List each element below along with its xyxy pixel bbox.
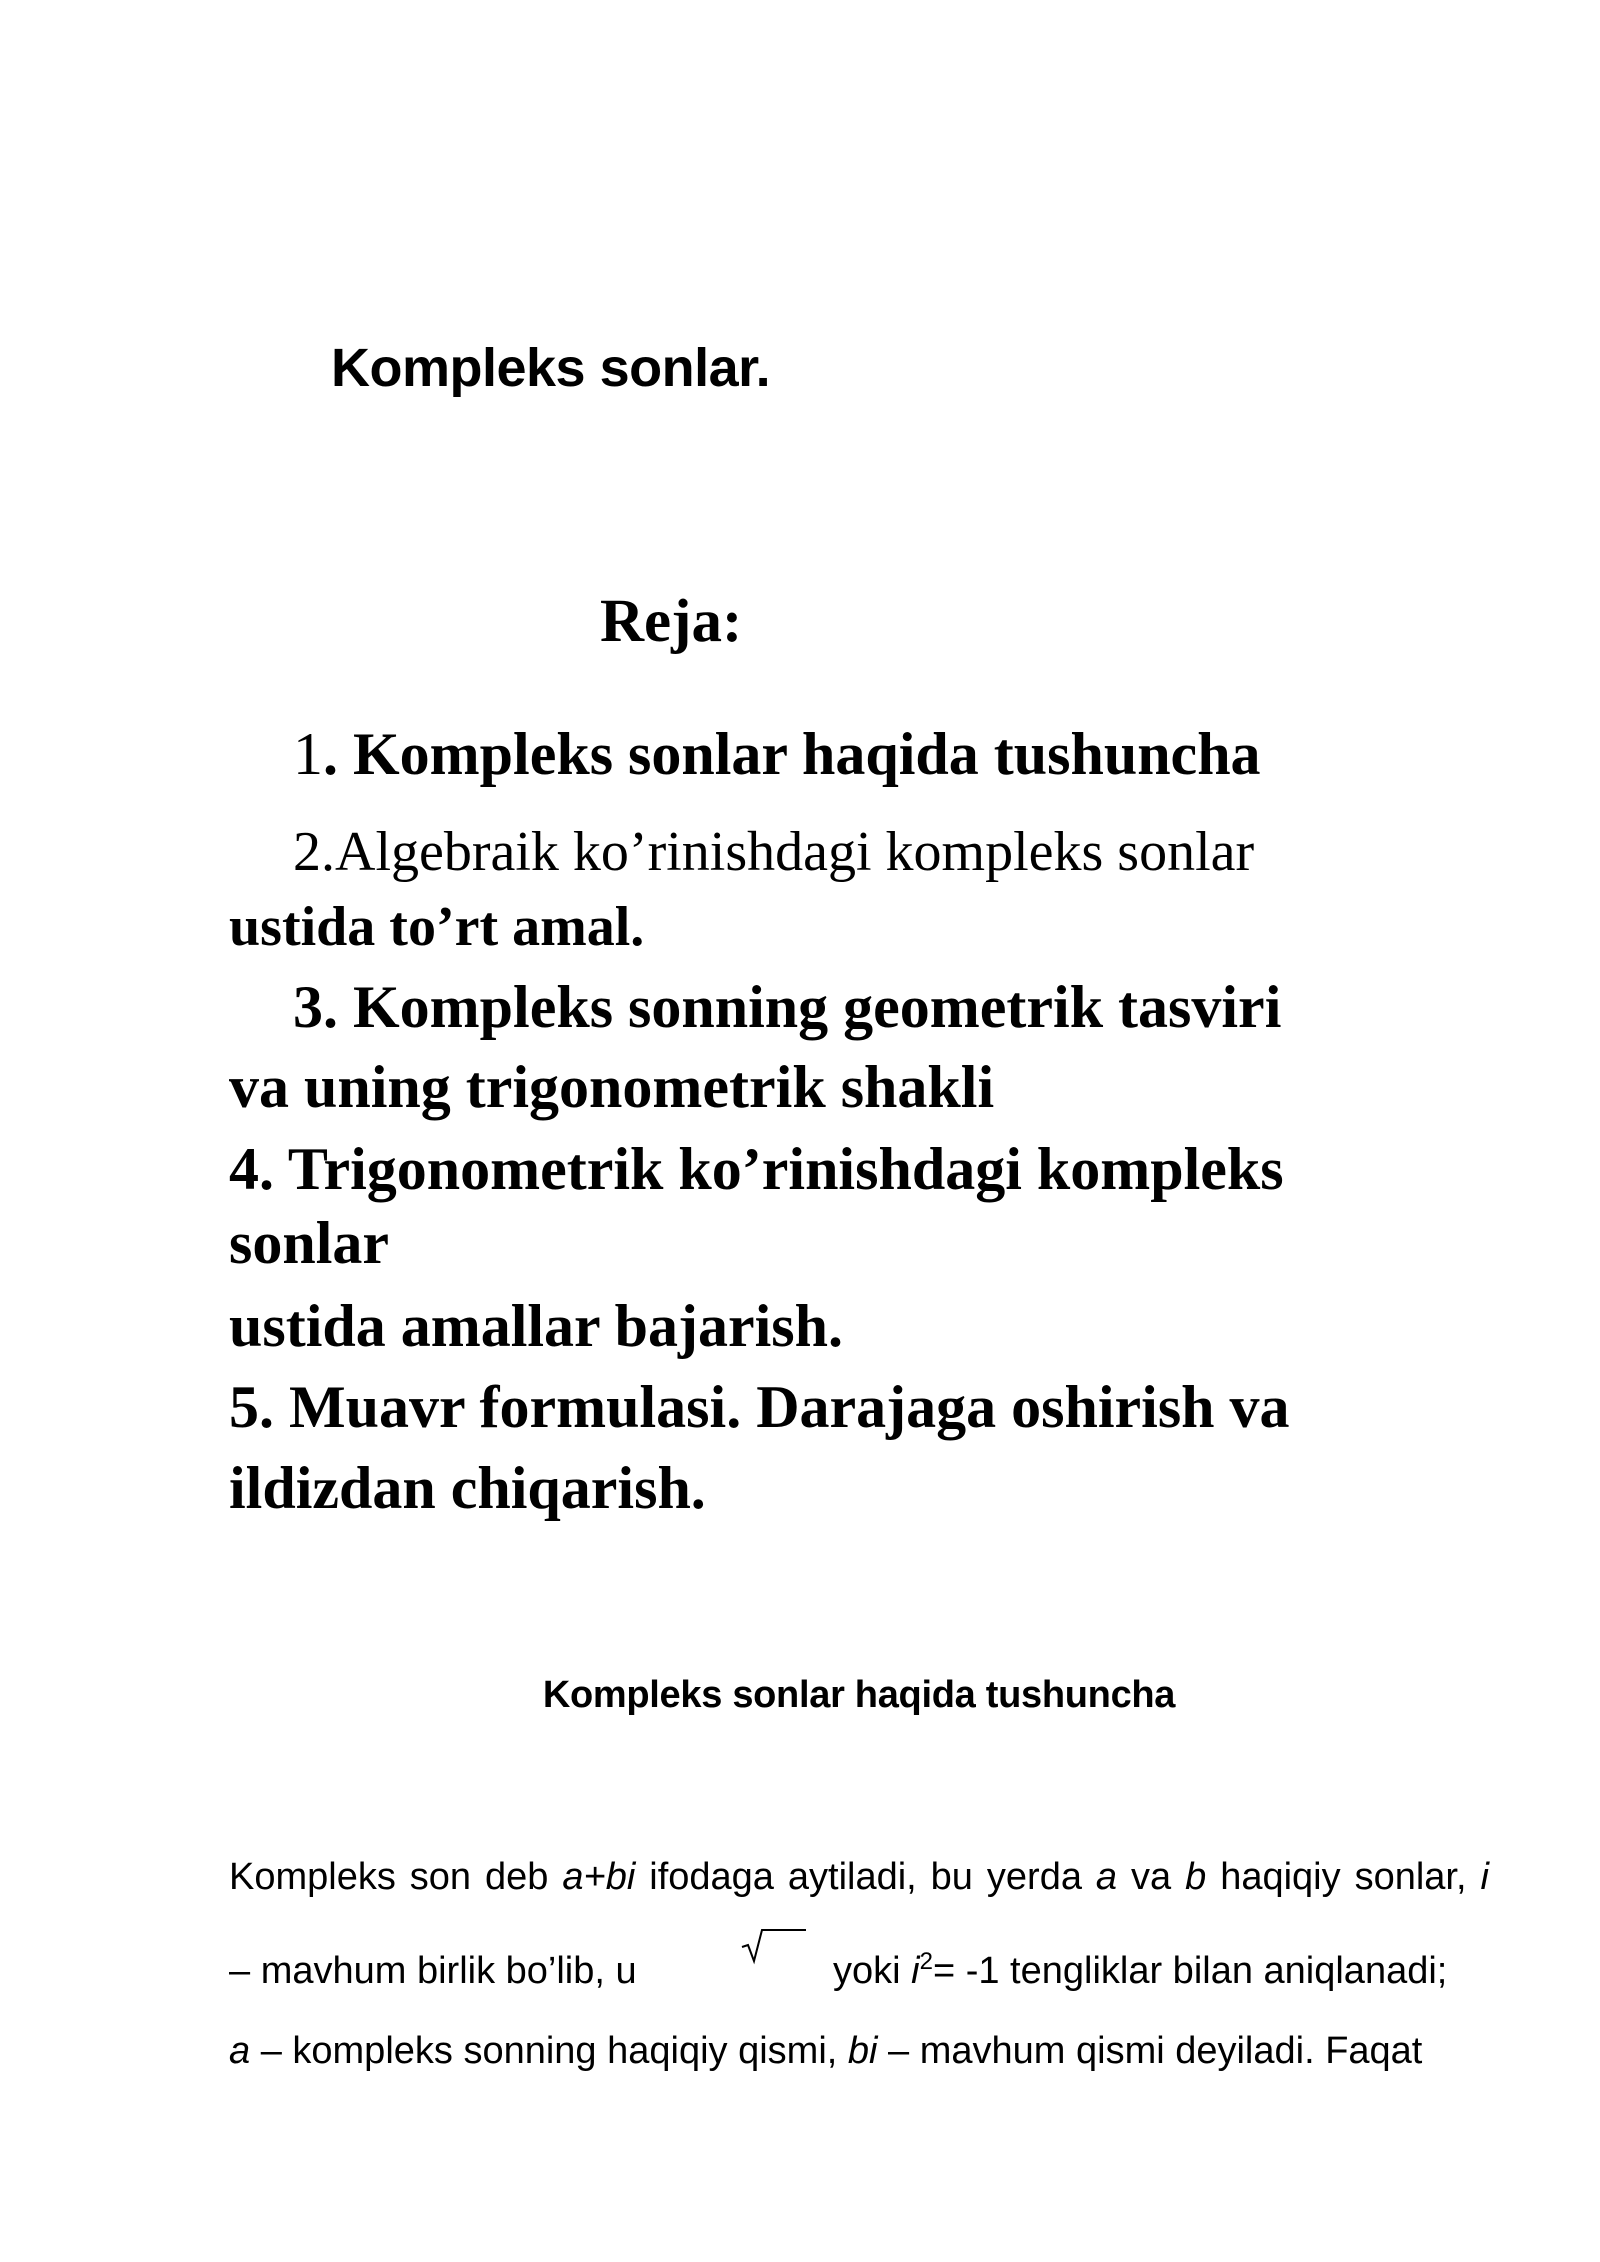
paragraph-word: va: [1131, 1856, 1172, 1898]
variable-a: a: [1095, 1856, 1118, 1898]
paragraph-text: – mavhum qismi deyiladi. Faqat: [888, 2030, 1423, 2072]
paragraph-word: aytiladi,: [787, 1856, 917, 1898]
plan-item-2-line-2: ustida to’rt amal.: [229, 896, 645, 958]
plan-item-2-line-1: [293, 821, 1255, 883]
paragraph-word: yoki: [833, 1950, 901, 1992]
paragraph-line-2-continuation: [833, 1948, 1489, 1992]
paragraph-line-3: [229, 2032, 1489, 2070]
variable-b: b: [1185, 1856, 1207, 1898]
exponent: 2: [919, 1948, 933, 1975]
formula-a-plus-bi: a+bi: [562, 1856, 636, 1898]
variable-a: a: [229, 2030, 251, 2072]
variable-i: i: [911, 1950, 920, 1992]
paragraph-word: bu: [930, 1856, 973, 1898]
paragraph-text: [833, 1948, 1448, 1992]
plan-item-3-line-1: 3. Kompleks sonning geometrik tasviri: [293, 974, 1282, 1040]
variable-bi: bi: [847, 2030, 878, 2072]
paragraph-word: deb: [485, 1856, 549, 1898]
plan-item-4-line-2: sonlar: [229, 1210, 390, 1276]
plan-item-4-line-1: 4. Trigonometrik ko’rinishdagi kompleks: [229, 1136, 1284, 1202]
plan-item-1-dot: .: [323, 721, 338, 787]
paragraph-word: Kompleks: [229, 1856, 396, 1898]
paragraph-word: haqiqiy: [1220, 1856, 1341, 1898]
square-root-icon: [740, 1927, 806, 1965]
plan-item-5-line-1: 5. Muavr formulasi. Darajaga oshirish va: [229, 1374, 1290, 1440]
plan-item-4-line-3: ustida amallar bajarish.: [229, 1293, 843, 1359]
paragraph-text: – mavhum birlik bo’lib, u: [229, 1950, 637, 1992]
document-title: Kompleks sonlar.: [331, 338, 771, 398]
section-heading: Kompleks sonlar haqida tushuncha: [542, 1674, 1176, 1716]
plan-item-1: [293, 721, 1261, 787]
paragraph-word: ifodaga: [649, 1856, 774, 1898]
plan-item-1-number: 1: [293, 721, 323, 787]
paragraph-word: son: [409, 1856, 472, 1898]
paragraph-text: – kompleks sonning haqiqiy qismi,: [260, 2030, 838, 2072]
plan-item-3-line-2: va uning trigonometrik shakli: [229, 1054, 995, 1120]
paragraph-word: yerda: [986, 1856, 1082, 1898]
plan-item-5-line-2: ildizdan chiqarish.: [229, 1455, 706, 1521]
paragraph-text: [229, 2032, 1422, 2070]
plan-item-1-text: Kompleks sonlar haqida tushuncha: [338, 721, 1261, 787]
plan-item-2-text: 2.Algebraik ko’rinishdagi kompleks sonlar: [293, 821, 1255, 883]
paragraph-text: = -1 tengliklar bilan aniqlanadi;: [932, 1950, 1448, 1992]
paragraph-line-1: [229, 1858, 1489, 1896]
plan-heading: Reja:: [600, 588, 743, 655]
paragraph-word: sonlar,: [1354, 1856, 1467, 1898]
variable-i: i: [1480, 1856, 1489, 1898]
